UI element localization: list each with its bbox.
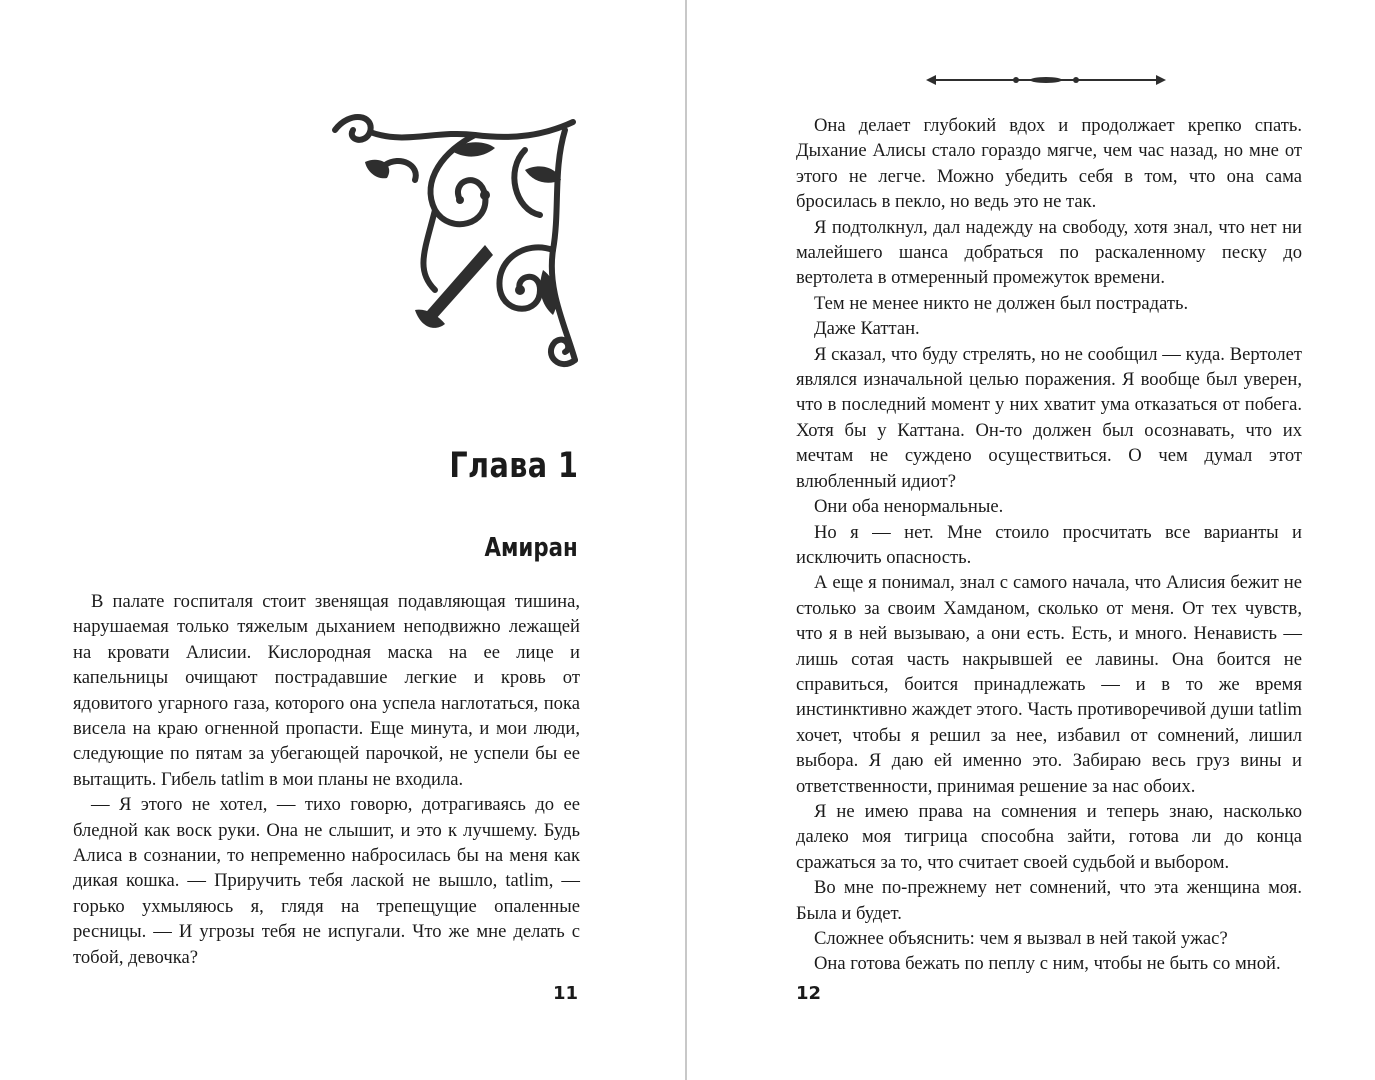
- paragraph: Тем не менее никто не должен был пострадать.: [814, 292, 1189, 314]
- left-page: [0, 0, 686, 1080]
- chapter-title: Глава 1: [448, 446, 578, 486]
- paragraph: Во мне по-прежнему нет сомнений, что эта женщина моя. Была и будет.: [796, 877, 1302, 924]
- paragraph: Я подтолкнул, дал надежду на свободу, хотя знал, что нет ни малейшего шанса добраться по раскаленному песку до вертолета в отмеренный промежуток времени.: [796, 216, 1302, 289]
- paragraph: — Я этого не хотел, — тихо говорю, дотрагиваясь до ее бледной как воск руки. Она не слышит, и это к лучшему. Будь Алиса в сознании, то непременно набросилась бы на меня как дикая кошка. — Приручить тебя лаской не вышло, tatlim, — горько ухмыляюсь я, глядя на трепещущие опаленные ресницы. — И угрозы тебя не испугали. Что же мне делать с тобой, девочка?: [73, 794, 580, 968]
- ornamental-rule-icon: [926, 72, 1166, 88]
- paragraph: Они оба ненормальные.: [814, 496, 1004, 518]
- paragraph: Она делает глубокий вдох и продолжает крепко спать. Дыхание Алисы стало гораздо мягче, чем час назад, но мне от этого не легче. Можно убедить себя в том, что она сама бросилась в пекло, но ведь это не так.: [796, 115, 1302, 213]
- page-gutter: [685, 0, 687, 1080]
- paragraph: Сложнее объяснить: чем я вызвал в ней такой ужас?: [814, 928, 1228, 949]
- paragraph: А еще я понимал, знал с самого начала, что Алисия бежит не столько за своим Хамданом, сколько от меня. От тех чувств, что я в ней вызываю, а они есть. Есть, и много. Ненависть — лишь сотая часть накрывшей ее лавины. Она боится не справиться, боится принадлежать — и в то же время инстинктивно жаждет этого. Часть противоречивой души tatlim хочет, чтобы я решил за нее, избавил от сомнений, лишил выбора. Я даю ей именно это. Забираю весь груз вины и ответственности, принимая решение за нас обоих.: [796, 572, 1302, 797]
- left-page-text: [73, 589, 580, 970]
- paragraph: В палате госпиталя стоит звенящая подавляющая тишина, нарушаемая только тяжелым дыханием неподвижно лежащей на кровати Алисии. Кислородная маска на ее лице и капельницы очищают пострадавшие легкие и кровь от ядовитого угарного газа, которого она успела наглотаться, пока висела на краю огненной пропасти. Еще минута, и мои люди, следующие по пятам за убегающей парочкой, не успели бы ее вытащить. Гибель tatlim в мои планы не входила.: [73, 591, 580, 790]
- right-page: [688, 0, 1375, 1080]
- paragraph: Даже Каттан.: [814, 318, 920, 340]
- paragraph: Я не имею права на сомнения и теперь знаю, насколько далеко моя тигрица способна зайти, готова ли до конца сражаться за то, что считает своей судьбой и выбором.: [796, 800, 1302, 873]
- page-number: 11: [552, 983, 578, 1004]
- paragraph: Но я — нет. Мне стоило просчитать все варианты и исключить опасность.: [796, 521, 1302, 568]
- page-number: 12: [796, 983, 822, 1004]
- paragraph: Я сказал, что буду стрелять, но не сообщил — куда. Вертолет являлся изначальной целью поражения. Я вообще был уверен, что в последний момент у них хватит ума отказаться от побега. Хотя бы у Каттана. Он-то должен был осознавать, что их мечтам не суждено осуществиться. О чем думал этот влюбленный идиот?: [796, 343, 1302, 492]
- chapter-subtitle: Амиран: [484, 533, 578, 563]
- right-page-text: [796, 113, 1302, 977]
- paragraph: Она готова бежать по пеплу с ним, чтобы не быть со мной.: [814, 953, 1281, 975]
- corner-ornament-icon: [325, 110, 585, 372]
